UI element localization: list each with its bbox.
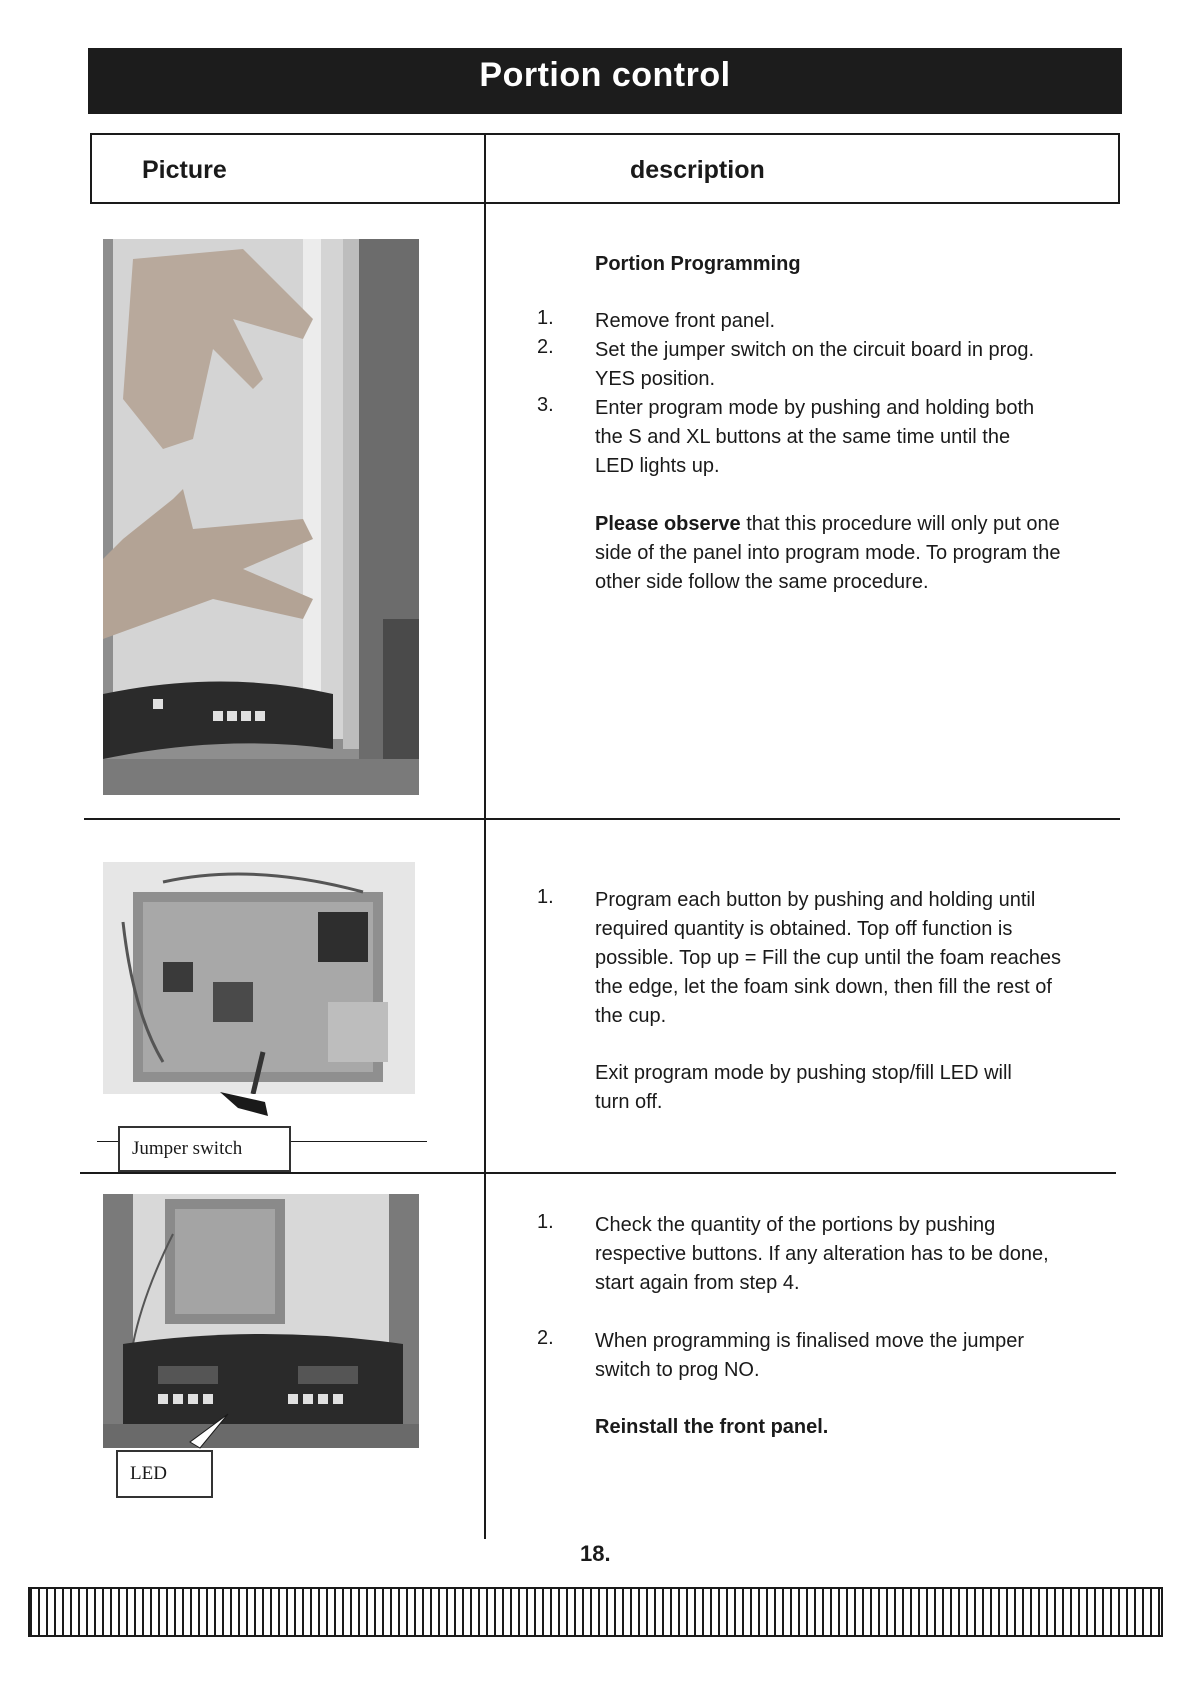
step-number: 1. (537, 1211, 554, 1233)
step-text: YES position. (595, 368, 716, 390)
step-text: Remove front panel. (595, 310, 776, 332)
row-divider-1 (84, 818, 1120, 820)
step-text: Set the jumper switch on the circuit board in prog. (595, 339, 1035, 361)
column-divider (484, 204, 486, 1539)
arrow-icon (220, 1092, 270, 1122)
table-header (90, 133, 1120, 204)
step-text: the edge, let the foam sink down, then fill the rest of (595, 976, 1052, 998)
led-panel-photo (103, 1194, 419, 1448)
step-number: 2. (537, 336, 554, 358)
led-callout: LED (116, 1450, 213, 1498)
step-number: 1. (537, 307, 554, 329)
step-text: the S and XL buttons at the same time until the (595, 426, 1011, 448)
step-text: Check the quantity of the portions by pushing (595, 1214, 996, 1236)
step-number: 1. (537, 886, 554, 908)
step-text: required quantity is obtained. Top off function is (595, 918, 1013, 940)
arrow-icon (180, 1412, 230, 1452)
page-title: Portion control (88, 48, 1122, 114)
footer-hatch-bar (28, 1587, 1163, 1637)
exit-text: turn off. (595, 1091, 663, 1113)
step-text: the cup. (595, 1005, 667, 1027)
jumper-switch-callout: Jumper switch (118, 1126, 291, 1172)
description-column-header: description (630, 156, 765, 184)
front-panel-photo (103, 239, 419, 795)
note-emphasis: Please observe (595, 513, 741, 535)
circuit-board-photo (103, 862, 415, 1094)
page-number: 18. (580, 1541, 611, 1566)
picture-column-header: Picture (142, 156, 227, 184)
step-text: Program each button by pushing and holding until (595, 889, 1036, 911)
step-text: switch to prog NO. (595, 1359, 760, 1381)
step-text: When programming is finalised move the jumper (595, 1330, 1025, 1352)
note-line (595, 510, 1060, 539)
header-divider (484, 133, 486, 204)
step-text: start again from step 4. (595, 1272, 800, 1294)
note-text: that this procedure will only put one (740, 513, 1060, 535)
exit-text: Exit program mode by pushing stop/fill LED will (595, 1062, 1012, 1084)
note-line: side of the panel into program mode. To program the (595, 542, 1061, 564)
step-text: Enter program mode by pushing and holding both (595, 397, 1035, 419)
step-text: possible. Top up = Fill the cup until the foam reaches (595, 947, 1062, 969)
note-line: other side follow the same procedure. (595, 571, 929, 593)
step-number: 2. (537, 1327, 554, 1349)
final-instruction: Reinstall the front panel. (595, 1416, 829, 1438)
step-text: LED lights up. (595, 455, 720, 477)
step-text: respective buttons. If any alteration has to be done, (595, 1243, 1049, 1265)
section1-heading: Portion Programming (595, 253, 801, 275)
row-divider-2 (80, 1172, 1116, 1174)
step-number: 3. (537, 394, 554, 416)
